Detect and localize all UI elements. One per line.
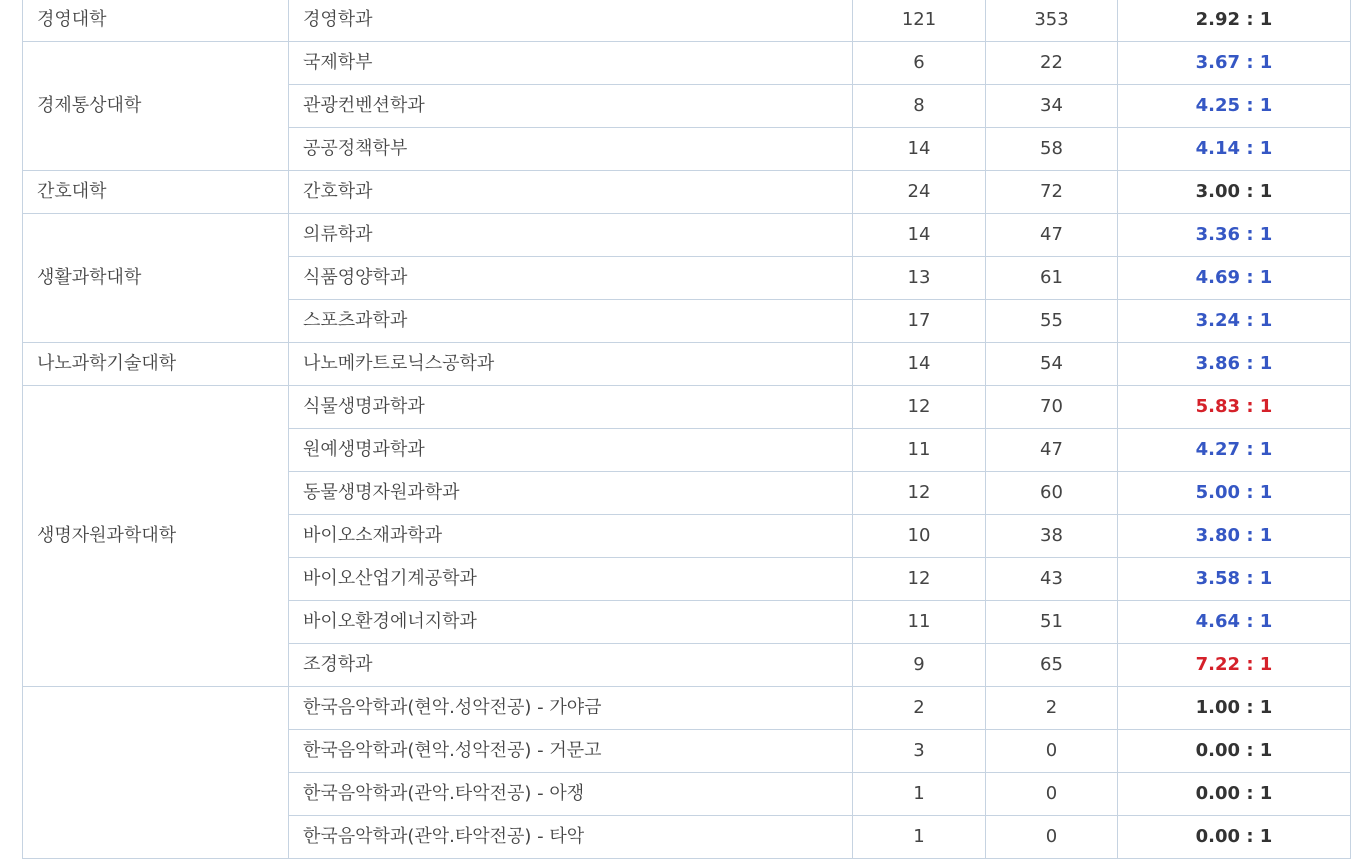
competition-ratio-cell: 3.58 : 1 (1118, 558, 1351, 601)
quota-cell: 12 (853, 472, 986, 515)
quota-cell: 1 (853, 773, 986, 816)
applicants-cell: 47 (986, 429, 1118, 472)
competition-ratio-cell: 4.14 : 1 (1118, 128, 1351, 171)
quota-cell: 6 (853, 42, 986, 85)
applicants-cell: 2 (986, 687, 1118, 730)
competition-ratio-cell: 4.25 : 1 (1118, 85, 1351, 128)
competition-ratio-cell: 0.00 : 1 (1118, 773, 1351, 816)
table-row (23, 171, 1351, 214)
applicants-cell: 0 (986, 773, 1118, 816)
quota-cell: 12 (853, 386, 986, 429)
competition-ratio-cell: 3.86 : 1 (1118, 343, 1351, 386)
applicants-cell: 38 (986, 515, 1118, 558)
applicants-cell: 55 (986, 300, 1118, 343)
department-cell: 식품영양학과 (289, 257, 853, 300)
department-cell: 스포츠과학과 (289, 300, 853, 343)
quota-cell: 1 (853, 816, 986, 859)
applicants-cell: 43 (986, 558, 1118, 601)
applicants-cell: 22 (986, 42, 1118, 85)
department-cell: 바이오환경에너지학과 (289, 601, 853, 644)
competition-ratio-cell: 3.80 : 1 (1118, 515, 1351, 558)
department-cell: 동물생명자원과학과 (289, 472, 853, 515)
college-cell: 나노과학기술대학 (23, 343, 289, 386)
quota-cell: 11 (853, 601, 986, 644)
competition-ratio-cell: 5.83 : 1 (1118, 386, 1351, 429)
quota-cell: 12 (853, 558, 986, 601)
department-cell: 간호학과 (289, 171, 853, 214)
college-cell: 생활과학대학 (23, 214, 289, 343)
applicants-cell: 0 (986, 730, 1118, 773)
department-cell: 한국음악학과(현악.성악전공) - 가야금 (289, 687, 853, 730)
competition-ratio-cell: 2.92 : 1 (1118, 0, 1351, 42)
quota-cell: 11 (853, 429, 986, 472)
admission-ratio-table (22, 0, 1351, 859)
competition-ratio-cell: 3.00 : 1 (1118, 171, 1351, 214)
quota-cell: 24 (853, 171, 986, 214)
department-cell: 의류학과 (289, 214, 853, 257)
competition-ratio-cell: 1.00 : 1 (1118, 687, 1351, 730)
department-cell: 국제학부 (289, 42, 853, 85)
department-cell: 한국음악학과(관악.타악전공) - 타악 (289, 816, 853, 859)
competition-ratio-cell: 4.27 : 1 (1118, 429, 1351, 472)
table-row (23, 343, 1351, 386)
applicants-cell: 0 (986, 816, 1118, 859)
competition-ratio-cell: 4.64 : 1 (1118, 601, 1351, 644)
table-body (23, 0, 1351, 859)
department-cell: 관광컨벤션학과 (289, 85, 853, 128)
competition-ratio-cell: 0.00 : 1 (1118, 816, 1351, 859)
admission-ratio-table-wrapper (22, 0, 1350, 859)
competition-ratio-cell: 5.00 : 1 (1118, 472, 1351, 515)
college-cell (23, 687, 289, 859)
quota-cell: 17 (853, 300, 986, 343)
competition-ratio-cell: 7.22 : 1 (1118, 644, 1351, 687)
quota-cell: 10 (853, 515, 986, 558)
competition-ratio-cell: 3.36 : 1 (1118, 214, 1351, 257)
department-cell: 한국음악학과(현악.성악전공) - 거문고 (289, 730, 853, 773)
quota-cell: 14 (853, 343, 986, 386)
department-cell: 바이오소재과학과 (289, 515, 853, 558)
quota-cell: 14 (853, 214, 986, 257)
applicants-cell: 54 (986, 343, 1118, 386)
college-cell: 경영대학 (23, 0, 289, 42)
department-cell: 식물생명과학과 (289, 386, 853, 429)
department-cell: 바이오산업기계공학과 (289, 558, 853, 601)
applicants-cell: 65 (986, 644, 1118, 687)
quota-cell: 9 (853, 644, 986, 687)
competition-ratio-cell: 4.69 : 1 (1118, 257, 1351, 300)
competition-ratio-cell: 3.67 : 1 (1118, 42, 1351, 85)
competition-ratio-cell: 3.24 : 1 (1118, 300, 1351, 343)
applicants-cell: 51 (986, 601, 1118, 644)
department-cell: 조경학과 (289, 644, 853, 687)
applicants-cell: 70 (986, 386, 1118, 429)
applicants-cell: 34 (986, 85, 1118, 128)
applicants-cell: 60 (986, 472, 1118, 515)
applicants-cell: 353 (986, 0, 1118, 42)
applicants-cell: 72 (986, 171, 1118, 214)
quota-cell: 2 (853, 687, 986, 730)
table-row (23, 687, 1351, 730)
table-row (23, 214, 1351, 257)
quota-cell: 8 (853, 85, 986, 128)
applicants-cell: 47 (986, 214, 1118, 257)
department-cell: 원예생명과학과 (289, 429, 853, 472)
applicants-cell: 61 (986, 257, 1118, 300)
quota-cell: 14 (853, 128, 986, 171)
table-row (23, 0, 1351, 42)
college-cell: 경제통상대학 (23, 42, 289, 171)
quota-cell: 3 (853, 730, 986, 773)
department-cell: 공공정책학부 (289, 128, 853, 171)
department-cell: 경영학과 (289, 0, 853, 42)
table-row (23, 386, 1351, 429)
college-cell: 생명자원과학대학 (23, 386, 289, 687)
department-cell: 나노메카트로닉스공학과 (289, 343, 853, 386)
department-cell: 한국음악학과(관악.타악전공) - 아쟁 (289, 773, 853, 816)
quota-cell: 121 (853, 0, 986, 42)
applicants-cell: 58 (986, 128, 1118, 171)
competition-ratio-cell: 0.00 : 1 (1118, 730, 1351, 773)
quota-cell: 13 (853, 257, 986, 300)
table-row (23, 42, 1351, 85)
college-cell: 간호대학 (23, 171, 289, 214)
